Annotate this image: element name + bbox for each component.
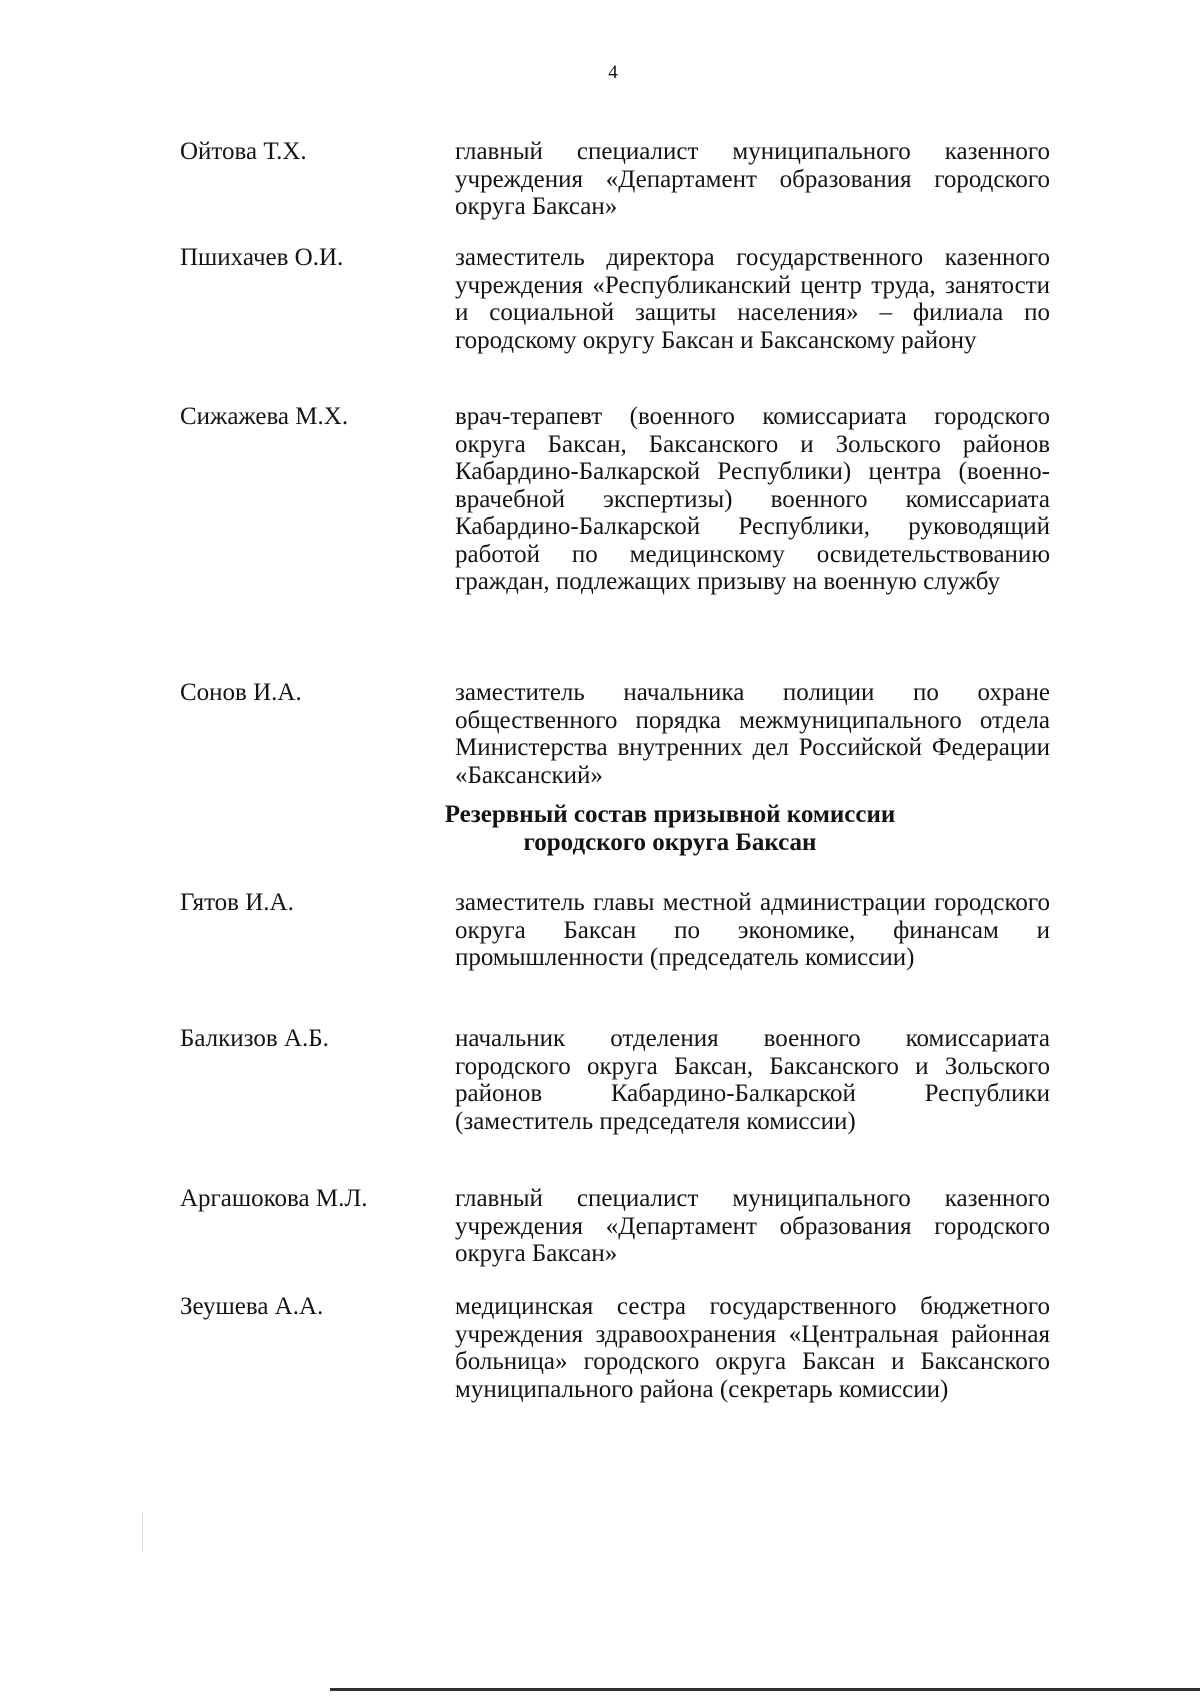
reserve-section-heading [0, 801, 1200, 857]
page-bottom-edge-line [330, 1688, 1200, 1691]
scan-artifact-mark [142, 1512, 143, 1552]
reserve-member-position: начальник отделения военного комиссариата городского округа Баксан, Баксанского и Зольского районов Кабардино-Балкарской Республики (заместитель председателя комиссии) [455, 1025, 1050, 1135]
page-number: 4 [608, 62, 618, 83]
reserve-member-name: Аргашокова М.Л. [180, 1185, 368, 1212]
reserve-member-name: Балкизов А.Б. [180, 1025, 329, 1052]
member-name: Пшихачев О.И. [180, 244, 344, 271]
member-name: Сижажева М.Х. [180, 403, 349, 430]
reserve-member-position: главный специалист муниципального казенного учреждения «Департамент образования городского округа Баксан» [455, 1185, 1050, 1267]
reserve-heading-line-2: городского округа Баксан [523, 829, 817, 856]
member-position: заместитель начальника полиции по охране общественного порядка межмуниципального отдела Министерства внутренних дел Российской Федерации «Баксанский» [455, 679, 1050, 789]
reserve-member-name: Зеушева А.А. [180, 1293, 324, 1320]
member-position: главный специалист муниципального казенного учреждения «Департамент образования городского округа Баксан» [455, 138, 1050, 220]
member-name: Сонов И.А. [180, 679, 302, 706]
reserve-member-position: медицинская сестра государственного бюджетного учреждения здравоохранения «Центральная районная больница» городского округа Баксан и Баксанского муниципального района (секретарь комиссии) [455, 1293, 1050, 1403]
member-position: заместитель директора государственного казенного учреждения «Республиканский центр труда, занятости и социальной защиты населения» – филиала по городскому округу Баксан и Баксанскому району [455, 244, 1050, 354]
reserve-heading-line-1: Резервный состав призывной комиссии [444, 801, 896, 828]
member-position: врач-терапевт (военного комиссариата городского округа Баксан, Баксанского и Зольского районов Кабардино-Балкарской Республики) центра (военно-врачебной экспертизы) военного комиссариата Кабардино-Балкарской Республики, руководящий работой по медицинскому освидетельствованию граждан, подлежащих призыву на военную службу [455, 403, 1050, 595]
reserve-member-position: заместитель главы местной администрации городского округа Баксан по экономике, финансам и промышленности (председатель комиссии) [455, 889, 1050, 971]
reserve-member-name: Гятов И.А. [180, 889, 294, 916]
member-name: Ойтова Т.Х. [180, 138, 307, 165]
